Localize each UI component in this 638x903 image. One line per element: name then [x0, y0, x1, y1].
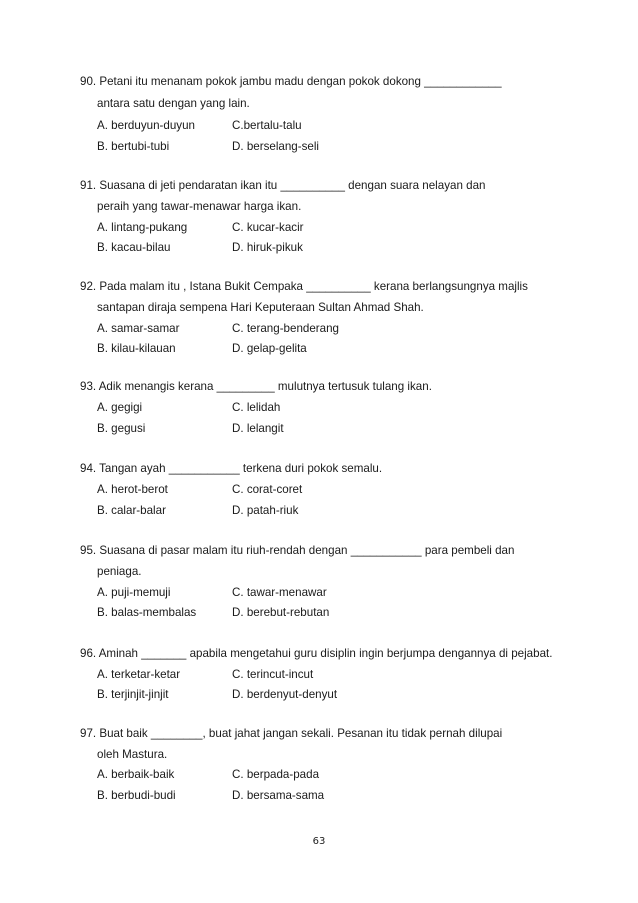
question-stem: 92. Pada malam itu , Istana Bukit Cempaka __________ kerana berlangsungnya majlis — [80, 280, 528, 293]
question-stem: 90. Petani itu menanam pokok jambu madu dengan pokok dokong ____________ — [80, 75, 502, 88]
option-b: B. berbudi-budi — [97, 789, 176, 802]
question-stem-continued: santapan diraja sempena Hari Keputeraan Sultan Ahmad Shah. — [97, 301, 424, 314]
option-c: C. terang-benderang — [232, 322, 339, 335]
option-c: C. lelidah — [232, 401, 281, 414]
option-b: B. terjinjit-jinjit — [97, 688, 169, 701]
option-d: D. bersama-sama — [232, 789, 325, 802]
option-c: C. kucar-kacir — [232, 221, 304, 234]
option-d: D. lelangit — [232, 422, 284, 435]
question-stem: 97. Buat baik ________, buat jahat jangan sekali. Pesanan itu tidak pernah dilupai — [80, 727, 503, 740]
option-b: B. kacau-bilau — [97, 241, 171, 254]
question-stem-continued: peniaga. — [97, 565, 142, 578]
option-a: A. puji-memuji — [97, 586, 171, 599]
option-a: A. herot-berot — [97, 483, 168, 496]
option-a: A. gegigi — [97, 401, 143, 414]
option-d: D. gelap-gelita — [232, 342, 307, 355]
option-d: D. berselang-seli — [232, 140, 319, 153]
question-stem: 95. Suasana di pasar malam itu riuh-rendah dengan ___________ para pembeli dan — [80, 544, 515, 557]
option-d: D. hiruk-pikuk — [232, 241, 303, 254]
option-a: A. samar-samar — [97, 322, 180, 335]
option-b: B. bertubi-tubi — [97, 140, 170, 153]
option-d: D. patah-riuk — [232, 504, 299, 517]
option-c: C. terincut-incut — [232, 668, 314, 681]
option-d: D. berdenyut-denyut — [232, 688, 338, 701]
question-stem: 93. Adik menangis kerana _________ mulutnya tertusuk tulang ikan. — [80, 380, 432, 393]
option-a: A. terketar-ketar — [97, 668, 181, 681]
question-stem-continued: peraih yang tawar-menawar harga ikan. — [97, 200, 302, 213]
option-c: C.bertalu-talu — [232, 119, 302, 132]
option-b: B. kilau-kilauan — [97, 342, 176, 355]
option-a: A. berduyun-duyun — [97, 119, 195, 132]
option-d: D. berebut-rebutan — [232, 606, 330, 619]
option-b: B. balas-membalas — [97, 606, 197, 619]
question-stem: 91. Suasana di jeti pendaratan ikan itu __________ dengan suara nelayan dan — [80, 179, 486, 192]
option-c: C. berpada-pada — [232, 768, 320, 781]
page-number: 63 — [312, 836, 326, 847]
option-c: C. tawar-menawar — [232, 586, 327, 599]
question-stem: 94. Tangan ayah ___________ terkena duri pokok semalu. — [80, 462, 383, 475]
option-a: A. berbaik-baik — [97, 768, 175, 781]
question-stem-continued: oleh Mastura. — [97, 748, 168, 761]
option-b: B. gegusi — [97, 422, 146, 435]
question-stem: 96. Aminah _______ apabila mengetahui guru disiplin ingin berjumpa dengannya di pejabat. — [80, 647, 553, 660]
option-b: B. calar-balar — [97, 504, 166, 517]
option-c: C. corat-coret — [232, 483, 303, 496]
option-a: A. lintang-pukang — [97, 221, 188, 234]
question-stem-continued: antara satu dengan yang lain. — [97, 97, 250, 110]
